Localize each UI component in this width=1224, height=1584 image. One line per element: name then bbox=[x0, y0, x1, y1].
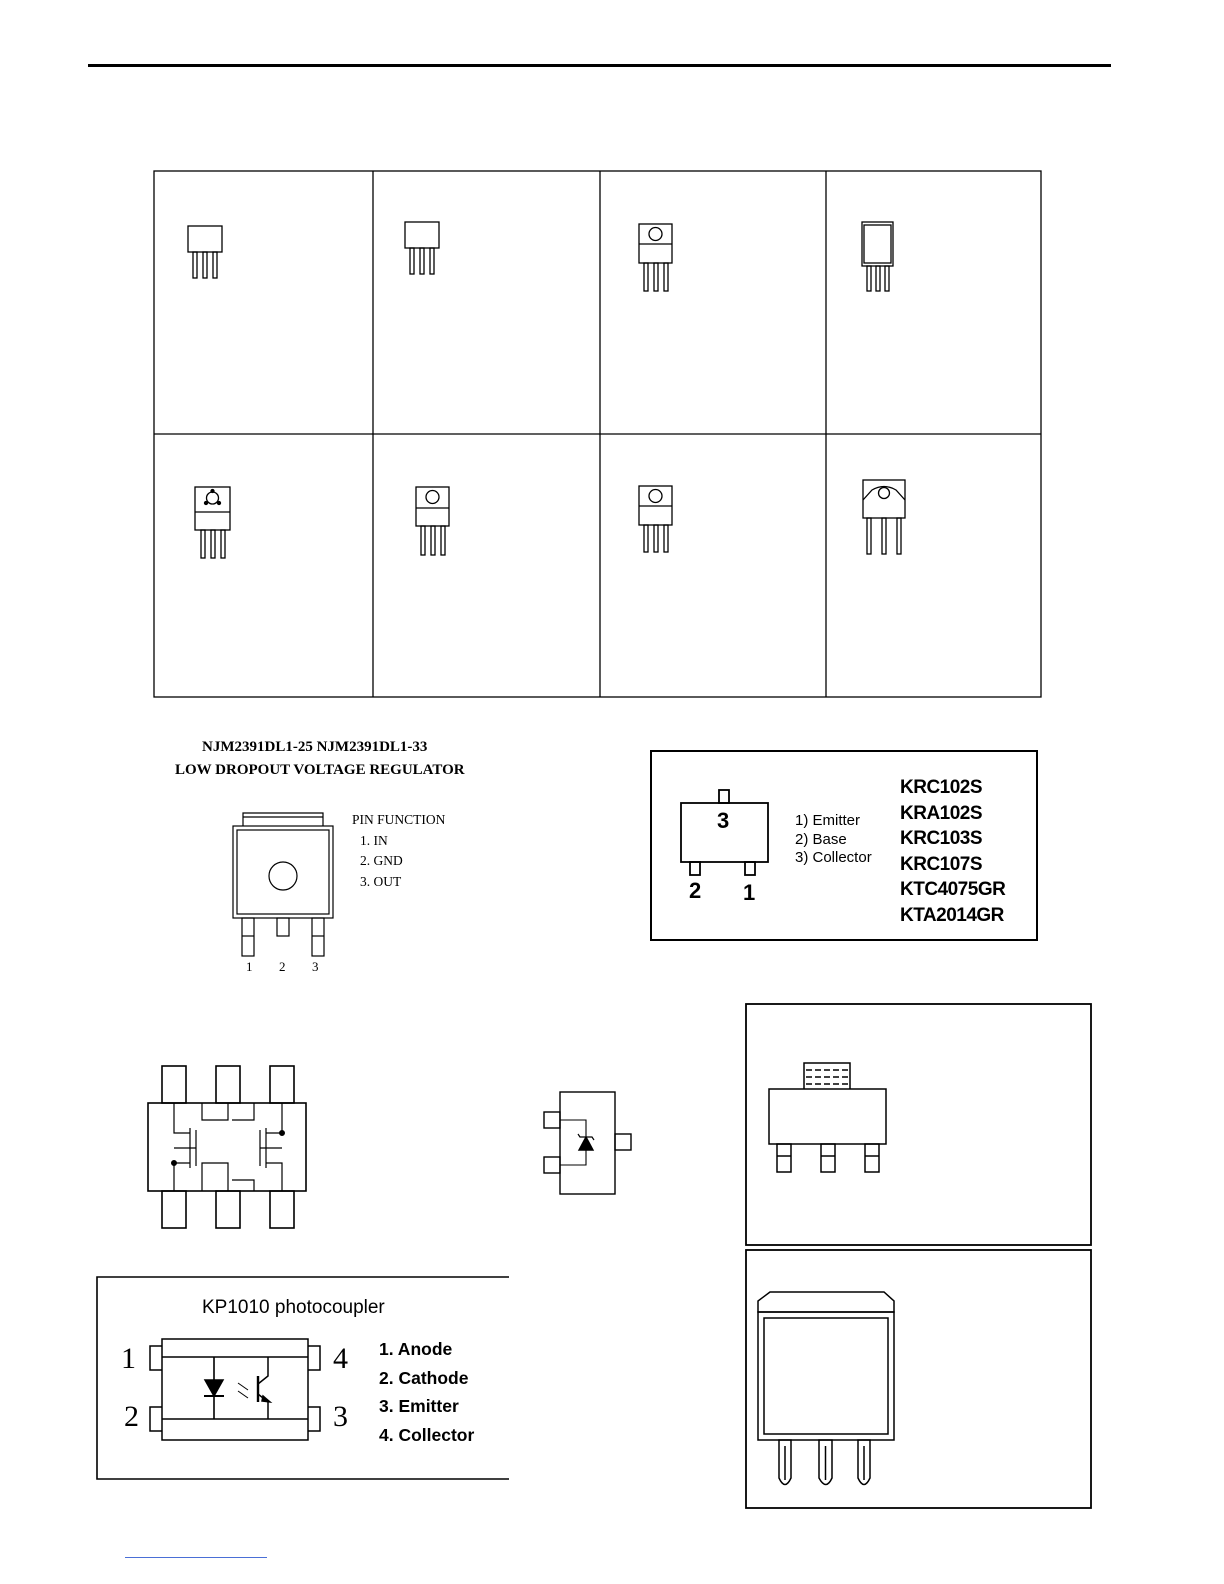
part-number: KRC107S bbox=[900, 853, 983, 875]
ldo-package-drawing bbox=[233, 813, 333, 956]
sot23-pin-base: 2) Base bbox=[795, 830, 847, 848]
package-icon-3 bbox=[639, 224, 672, 291]
sot89-drawing bbox=[746, 1004, 1091, 1245]
sot23-pin-collector: 3) Collector bbox=[795, 849, 872, 866]
ldo-pin-3: 3. OUT bbox=[360, 873, 402, 889]
sot23-part-list bbox=[900, 775, 1005, 928]
part-number: KTC4075GR bbox=[900, 879, 1006, 900]
zener-sot23-drawing bbox=[544, 1092, 631, 1194]
part-number: KTA2014GR bbox=[900, 904, 1004, 926]
ldo-part-numbers: NJM2391DL1-25 NJM2391DL1-33 bbox=[202, 739, 428, 755]
photocoupler-pin-number-3: 3 bbox=[333, 1400, 348, 1433]
part-number: KRA102S bbox=[900, 802, 983, 824]
photocoupler-title: KP1010 photocoupler bbox=[202, 1297, 385, 1318]
part-number: KRC102S bbox=[900, 777, 983, 798]
footer-link-underline bbox=[125, 1557, 267, 1558]
pin-function-heading: PIN FUNCTION bbox=[352, 812, 446, 827]
sot23-pin-emitter: 1) Emitter bbox=[795, 812, 861, 829]
part-number: KRC103S bbox=[900, 828, 983, 849]
sot23-pin-number-3: 3 bbox=[717, 808, 730, 833]
photocoupler-pin-number-1: 1 bbox=[121, 1342, 136, 1375]
sot23-6-drawing bbox=[148, 1066, 306, 1228]
d2pak-drawing bbox=[746, 1250, 1091, 1508]
photocoupler-pin-anode: 1. Anode bbox=[379, 1339, 453, 1359]
ldo-pin-2: 2. GND bbox=[360, 853, 403, 868]
ldo-pin-number-3: 3 bbox=[312, 959, 319, 974]
package-icon-7 bbox=[639, 486, 672, 552]
photocoupler-pin-number-4: 4 bbox=[333, 1342, 348, 1375]
ldo-pin-function bbox=[352, 810, 445, 892]
photocoupler-pin-functions bbox=[379, 1335, 474, 1449]
package-icon-1 bbox=[188, 226, 222, 278]
package-icon-5 bbox=[195, 487, 230, 558]
ldo-pin-1: 1. IN bbox=[360, 832, 388, 848]
package-icon-2 bbox=[405, 222, 439, 274]
package-icon-6 bbox=[416, 487, 449, 555]
ldo-pin-number-2: 2 bbox=[279, 959, 286, 974]
ldo-title: LOW DROPOUT VOLTAGE REGULATOR bbox=[175, 762, 465, 778]
sot23-pin-functions bbox=[795, 812, 872, 868]
photocoupler-pin-emitter: 3. Emitter bbox=[379, 1396, 459, 1416]
photocoupler-pin-collector: 4. Collector bbox=[379, 1424, 475, 1445]
photocoupler-pin-number-2: 2 bbox=[124, 1400, 139, 1433]
sot23-pin-number-2: 2 bbox=[689, 878, 702, 903]
package-icon-4 bbox=[862, 222, 893, 291]
ldo-pin-number-1: 1 bbox=[246, 959, 253, 974]
photocoupler-pin-cathode: 2. Cathode bbox=[379, 1367, 469, 1388]
sot23-pin-number-1: 1 bbox=[743, 880, 756, 905]
package-icon-8 bbox=[863, 480, 905, 554]
